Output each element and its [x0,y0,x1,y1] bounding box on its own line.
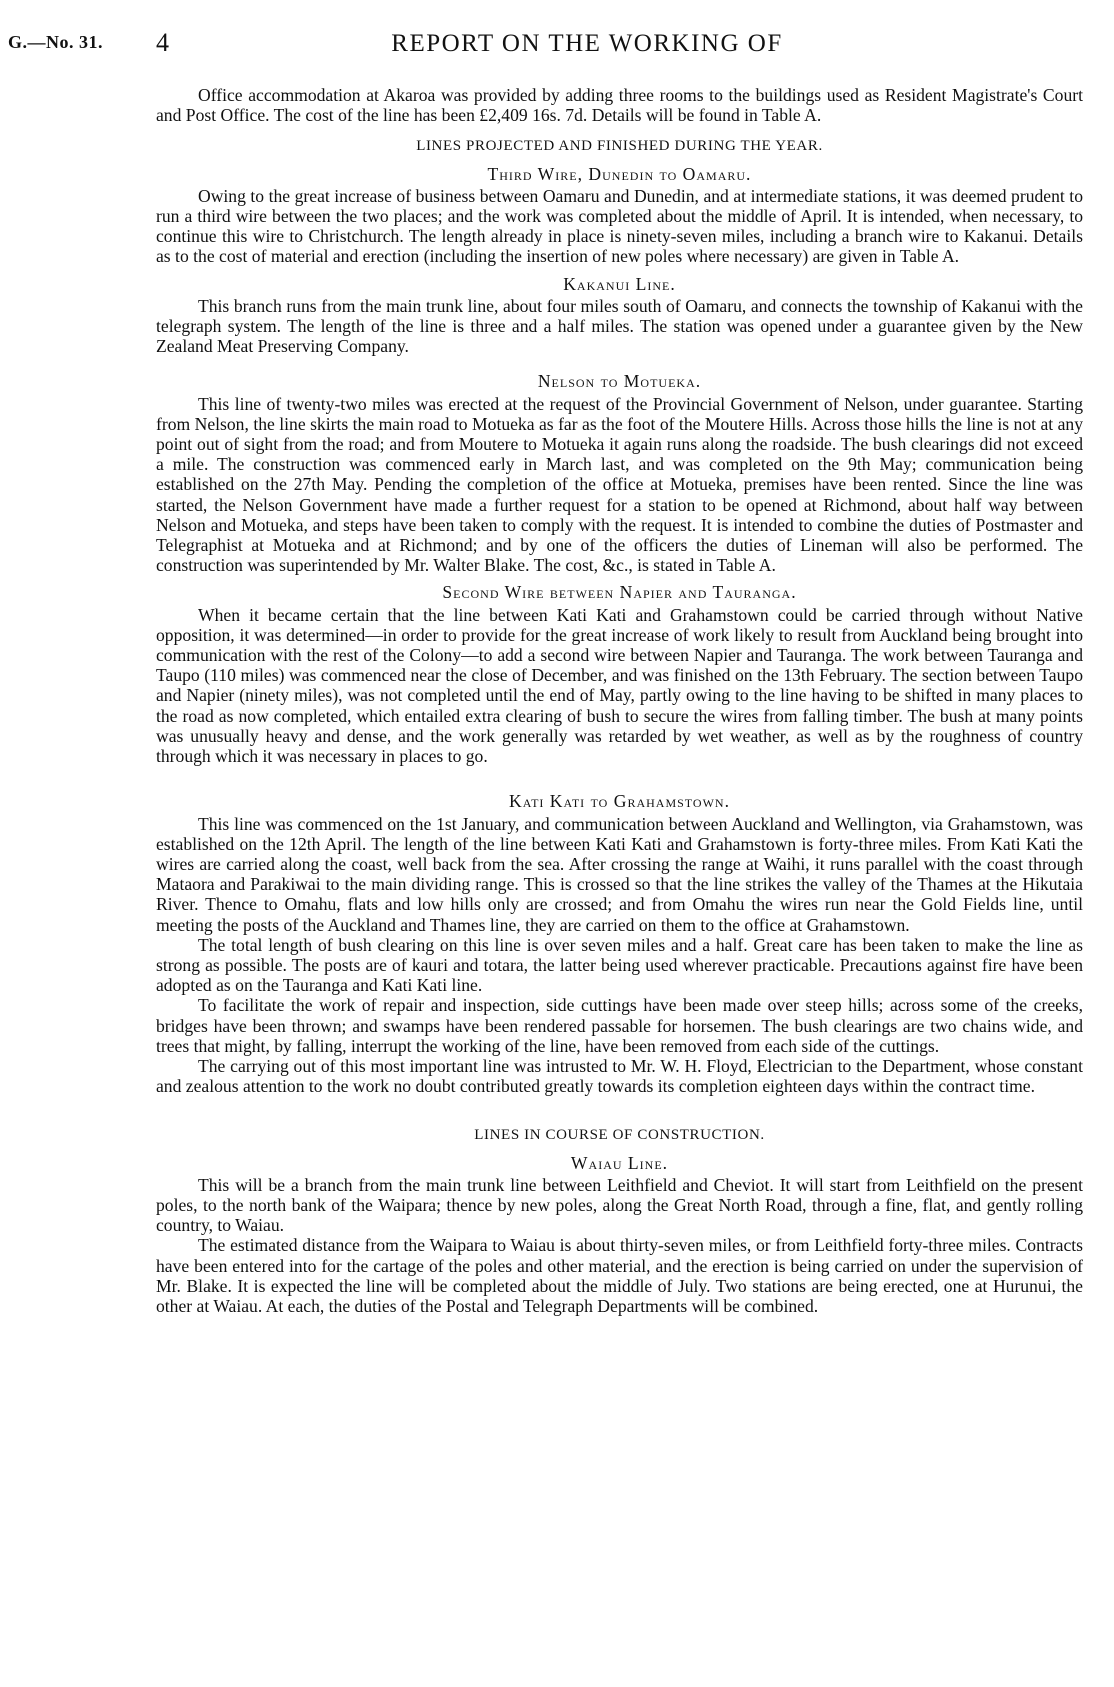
running-title: REPORT ON THE WORKING OF [391,30,783,57]
paragraph: The carrying out of this most important line was intrusted to Mr. W. H. Floyd, Electrician to the Department, whose constant and zealous attention to the work no doubt contributed greatly towards its completion eighteen days within the contract time. [156,1055,1083,1097]
document-body [156,85,1083,1316]
subsection-heading-kati-kati: Kati Kati to Grahamstown. [509,791,730,812]
paragraph: Owing to the great increase of business between Oamaru and Dunedin, and at intermediate stations, it was deemed prudent to run a third wire between the two places; and the work was completed about the middle of April. It is intended, when necessary, to continue this wire to Christchurch. The length already in place is ninety-seven miles, including a branch wire to Kakanui. Details as to the cost of material and erection (including the insertion of new poles where necessary) are given in Table A. [156,185,1083,267]
subsection-heading-second-wire: Second Wire between Napier and Tauranga. [442,582,797,603]
paragraph: This line of twenty-two miles was erected at the request of the Provincial Government of Nelson, under guarantee. Starting from Nelson, the line skirts the main road to Motueka as far as the foot of the Moutere Hills. Across those hills the line is not at any point out of sight from the road; and from Moutere to Motueka it again runs along the roadside. The bush clearings did not exceed a mile. The construction was commenced early in March last, and was completed on the 9th May; communication being established on the 27th May. Pending the completion of the office at Motueka, premises have been rented. Since the line was started, the Nelson Government have made a further request for a station to be opened at Richmond, about half way between Nelson and Motueka, and steps have been taken to comply with the request. It is intended to combine the duties of Postmaster and Telegraphist at Motueka and at Richmond; and by one of the officers the duties of Lineman will also be performed. The construction was superintended by Mr. Walter Blake. The cost, &c., is stated in Table A. [156,393,1083,576]
page-number: 4 [156,28,169,57]
paragraph: The total length of bush clearing on this line is over seven miles and a half. Great care has been taken to make the line as strong as possible. The posts are of kauri and totara, the latter being used wherever practicable. Precautions against fire have been adopted as on the Tauranga and Kati Kati line. [156,934,1083,996]
subsection-heading-waiau: Waiau Line. [570,1152,669,1173]
subsection-heading-third-wire: Third Wire, Dunedin to Oamaru. [487,163,752,184]
paragraph: This will be a branch from the main trunk line between Leithfield and Cheviot. It will start from Leithfield on the present poles, to the north bank of the Waipara; thence by new poles, along the Great North Road, through a fine, flat, and gently rolling country, to Waiau. [156,1174,1083,1236]
document-reference: G.—No. 31. [8,32,103,52]
paragraph: This branch runs from the main trunk line, about four miles south of Oamaru, and connects the township of Kakanui with the telegraph system. The length of the line is three and a half miles. The station was opened under a guarantee given by the New Zealand Meat Preserving Company. [156,295,1083,357]
paragraph: To facilitate the work of repair and inspection, side cuttings have been made over steep hills; across some of the creeks, bridges have been thrown; and swamps have been rendered passable for horsemen. The bush clearings are two chains wide, and trees that might, by falling, interrupt the working of the line, have been removed from each side of the cuttings. [156,995,1083,1056]
paragraph: Office accommodation at Akaroa was provided by adding three rooms to the buildings used as Resident Magistrate's Court and Post Office. The cost of the line has been £2,409 16s. 7d. Details will be found in Table A. [156,85,1083,126]
page-header [8,28,1106,68]
section-heading-lines-finished: LINES PROJECTED AND FINISHED DURING THE YEAR. [416,138,823,155]
subsection-heading-kakanui: Kakanui Line. [563,273,676,294]
section-heading-lines-construction: LINES IN COURSE OF CONSTRUCTION. [474,1127,765,1144]
subsection-heading-nelson: Nelson to Motueka. [537,371,702,392]
paragraph: When it became certain that the line between Kati Kati and Grahamstown could be carried through without Native opposition, it was determined—in order to provide for the great increase of work likely to result from Auckland being brought into communication with the rest of the Colony—to add a second wire between Napier and Tauranga. The work between Tauranga and Taupo (110 miles) was commenced near the close of December, and was finished on the 13th February. The section between Taupo and Napier (ninety miles), was not completed until the end of May, partly owing to the line having to be shifted in many places to the road as now completed, which entailed extra clearing of bush to secure the wires from falling timber. The bush at many points was unusually heavy and dense, and the work generally was retarded by wet weather, as well as by the roughness of country through which it was necessary in places to go. [156,604,1083,767]
paragraph: The estimated distance from the Waipara to Waiau is about thirty-seven miles, or from Leithfield forty-three miles. Contracts have been entered into for the cartage of the poles and other material, and the erection is being carried on under the supervision of Mr. Blake. It is expected the line will be completed about the middle of July. Two stations are being erected, one at Hurunui, the other at Waiau. At each, the duties of the Postal and Telegraph Departments will be combined. [156,1235,1083,1316]
paragraph: This line was commenced on the 1st January, and communication between Auckland and Wellington, via Grahamstown, was established on the 12th April. The length of the line between Kati Kati and Grahamstown is forty-three miles. From Kati Kati the wires are carried along the coast, well back from the sea. After crossing the range at Waihi, it runs parallel with the coast through Mataora and Parakiwai to the main dividing range. This is crossed so that the line strikes the valley of the Thames at the Hikutaia River. Thence to Omahu, flats and low hills only are crossed; and from Omahu the wires run near the Gold Fields line, until meeting the posts of the Auckland and Thames line, they are carried on them to the office at Grahamstown. [156,813,1083,935]
